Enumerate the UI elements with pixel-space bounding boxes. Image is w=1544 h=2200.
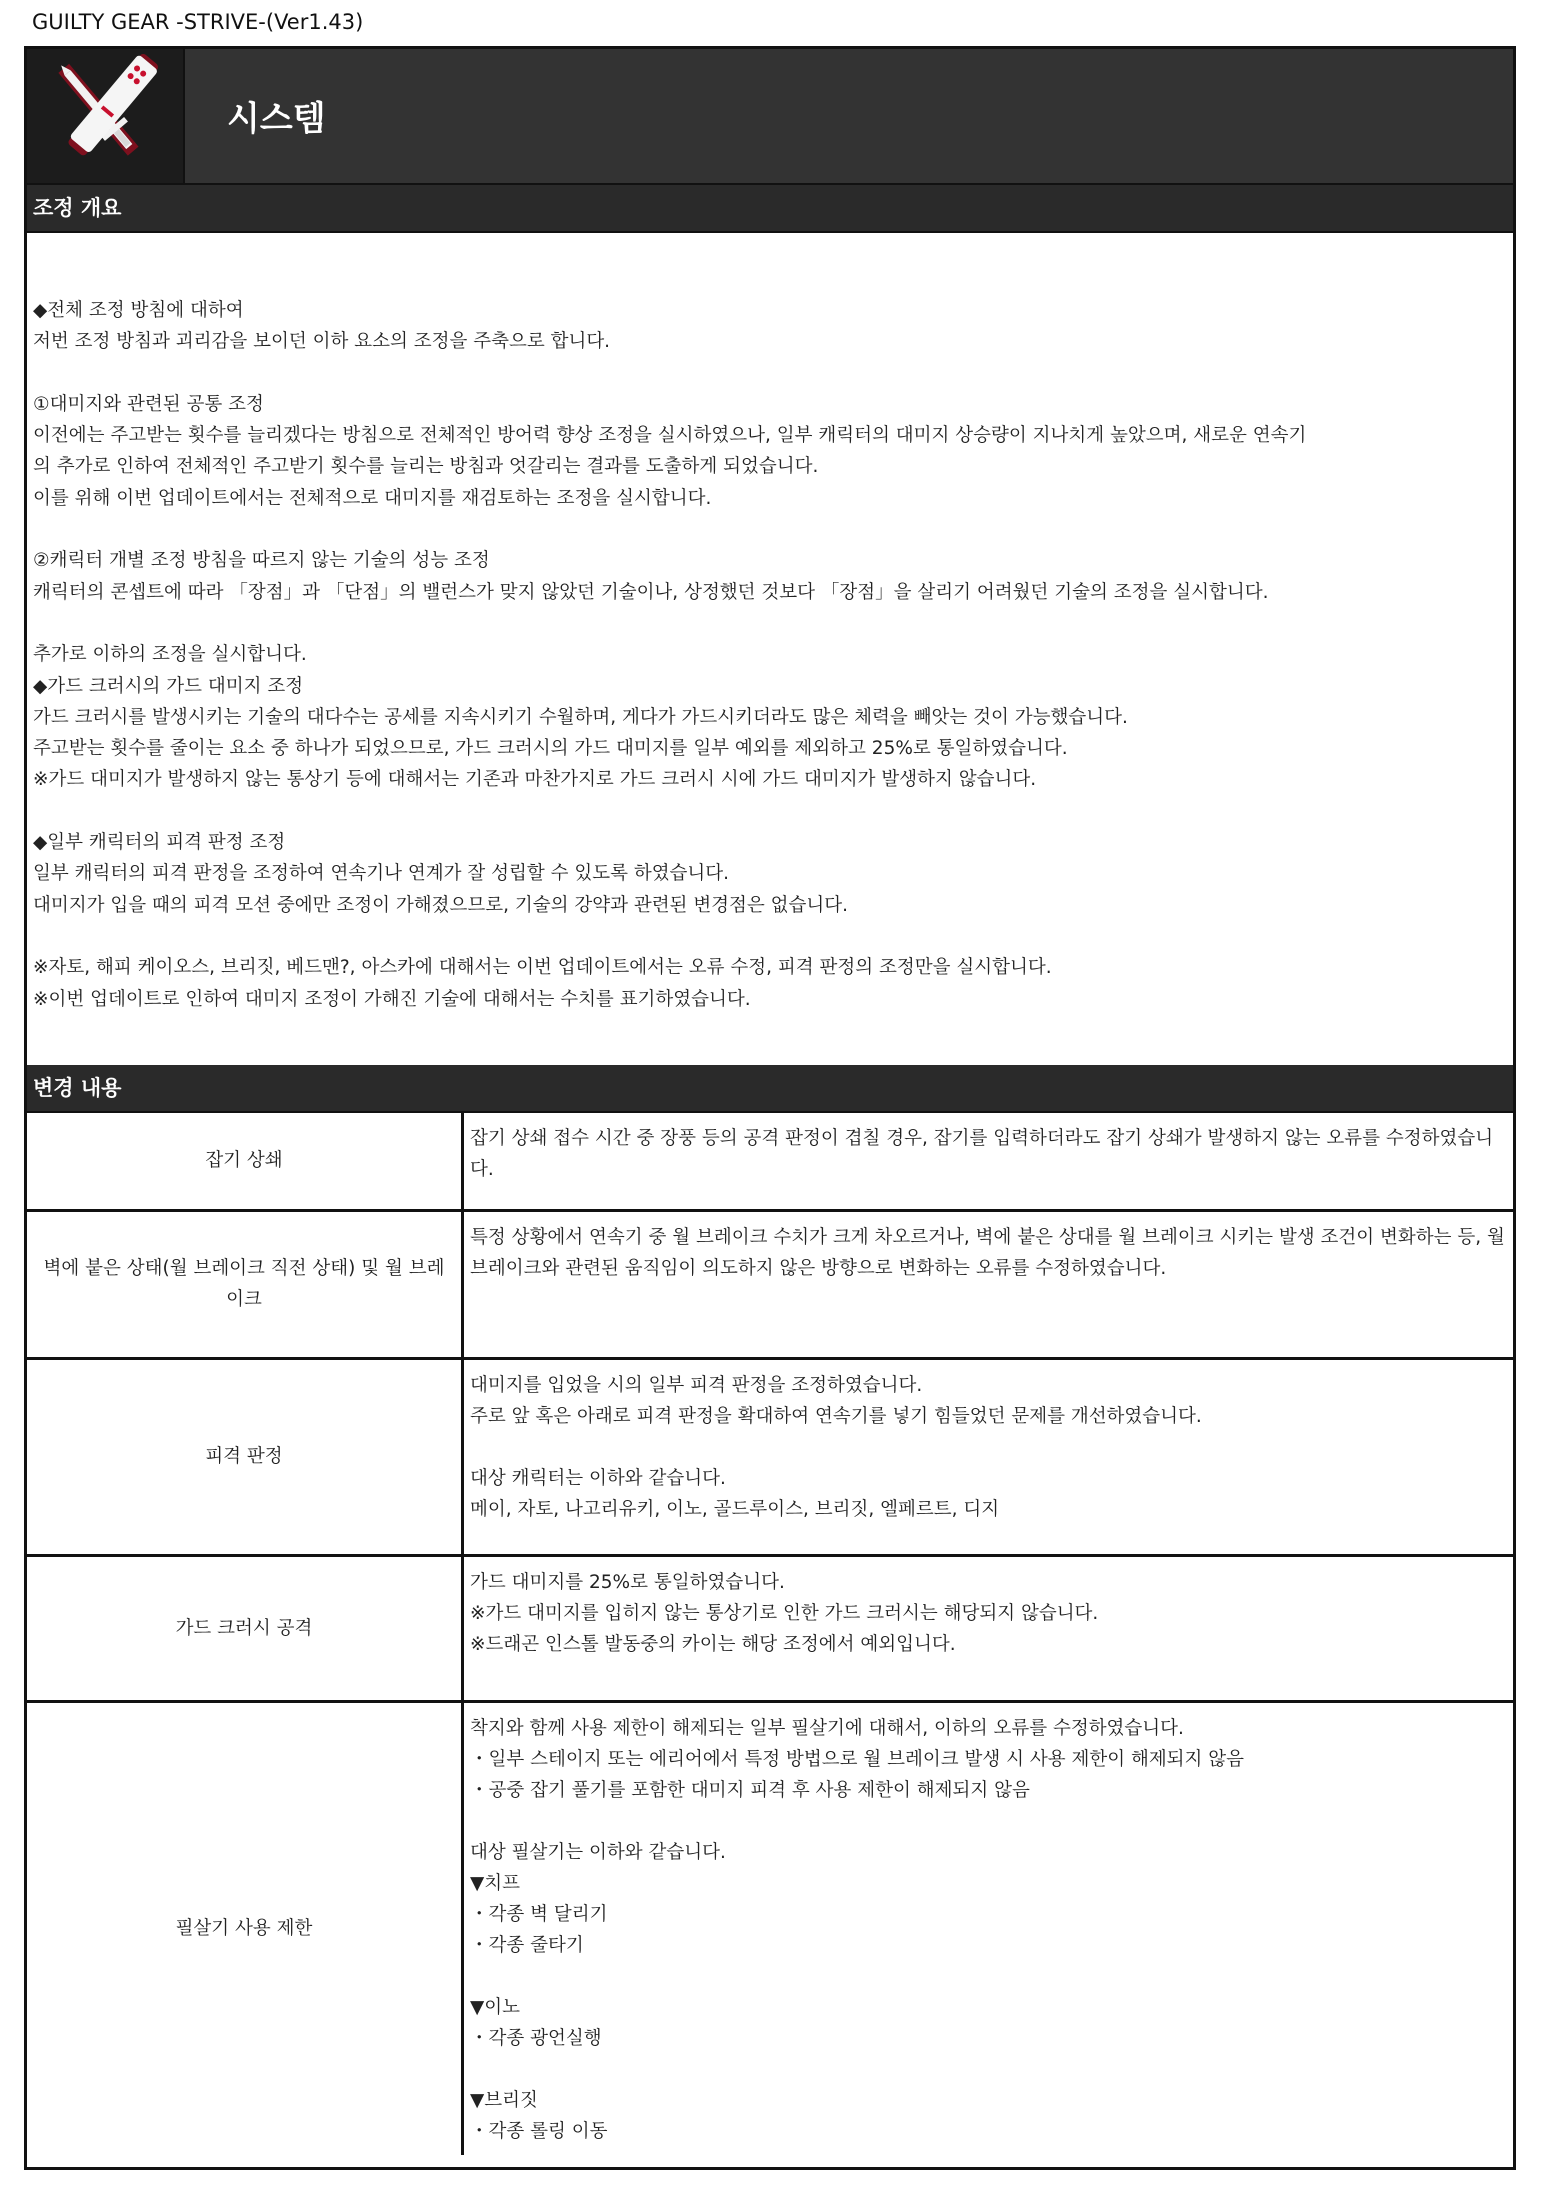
- description-line: ▼치프: [470, 1872, 520, 1894]
- description-line: ※가드 대미지를 입히지 않는 통상기로 인한 가드 크러시는 해당되지 않습니다.: [470, 1602, 1099, 1624]
- description-line: [470, 2054, 1507, 2085]
- description-line: [470, 1432, 1507, 1463]
- overview-line: ◆일부 캐릭터의 피격 판정 조정: [33, 832, 286, 854]
- description-line: 대상 필살기는 이하와 같습니다.: [470, 1841, 726, 1863]
- change-item-label: 벽에 붙은 상태(월 브레이크 직전 상태) 및 월 브레이크: [27, 1210, 463, 1358]
- changes-heading: 변경 내용: [27, 1065, 1513, 1113]
- system-section: [24, 46, 1516, 2170]
- overview-line: ◆가드 크러시의 가드 대미지 조정: [33, 675, 304, 697]
- description-line: ・각종 롤링 이동: [470, 2120, 608, 2142]
- change-row: [27, 1358, 1513, 1555]
- description-line: 대미지를 입었을 시의 일부 피격 판정을 조정하였습니다.: [470, 1374, 923, 1396]
- description-line: ・공중 잡기 풀기를 포함한 대미지 피격 후 사용 제한이 해제되지 않음: [470, 1779, 1030, 1801]
- change-item-label: 가드 크러시 공격: [27, 1555, 463, 1701]
- overview-line: [33, 514, 1505, 545]
- description-line: ・일부 스테이지 또는 에리어에서 특정 방법으로 월 브레이크 발생 시 사용 제한이 해제되지 않음: [470, 1748, 1245, 1770]
- description-line: 특정 상황에서 연속기 중 월 브레이크 수치가 크게 차오르거나, 벽에 붙은 상대를 월 브레이크 시키는 발생 조건이 변화하는 등, 월 브레이크와 관련된 움직임이 의도하지 않은 방향으로 변화하는 오류를 수정하였습니다.: [470, 1226, 1505, 1279]
- description-line: ・각종 광언실행: [470, 2027, 602, 2049]
- change-item-label: 필살기 사용 제한: [27, 1701, 463, 2155]
- overview-line: [33, 796, 1505, 827]
- change-row: [27, 1210, 1513, 1358]
- overview-line: [33, 921, 1505, 952]
- overview-line: 이전에는 주고받는 횟수를 늘리겠다는 방침으로 전체적인 방어력 향상 조정을 실시하였으나, 일부 캐릭터의 대미지 상승량이 지나치게 높았으며, 새로운 연속기: [33, 425, 1307, 447]
- overview-line: ※이번 업데이트로 인하여 대미지 조정이 가해진 기술에 대해서는 수치를 표기하였습니다.: [33, 988, 751, 1010]
- change-row: [27, 1113, 1513, 1210]
- change-description: [463, 1555, 1514, 1701]
- description-line: ※드래곤 인스톨 발동중의 카이는 해당 조정에서 예외입니다.: [470, 1633, 956, 1655]
- change-description: [463, 1701, 1514, 2155]
- overview-line: [33, 358, 1505, 389]
- document-title: GUILTY GEAR -STRIVE-(Ver1.43): [32, 10, 364, 34]
- description-line: 주로 앞 혹은 아래로 피격 판정을 확대하여 연속기를 넣기 힘들었던 문제를 개선하였습니다.: [470, 1405, 1202, 1427]
- overview-line: 저번 조정 방침과 괴리감을 보이던 이하 요소의 조정을 주축으로 합니다.: [33, 331, 611, 353]
- overview-body: [27, 233, 1513, 1065]
- description-line: 착지와 함께 사용 제한이 해제되는 일부 필살기에 대해서, 이하의 오류를 수정하였습니다.: [470, 1717, 1184, 1739]
- crossed-swords-icon: [27, 49, 183, 183]
- logo-container: [27, 49, 185, 183]
- overview-line: 대미지가 입을 때의 피격 모션 중에만 조정이 가해졌으므로, 기술의 강약과 관련된 변경점은 없습니다.: [33, 894, 849, 916]
- section-title: 시스템: [227, 99, 326, 139]
- change-row: [27, 1555, 1513, 1701]
- change-description: [463, 1358, 1514, 1555]
- description-line: ・각종 줄타기: [470, 1934, 584, 1956]
- overview-line: 일부 캐릭터의 피격 판정을 조정하여 연속기나 연계가 잘 성립할 수 있도록 하였습니다.: [33, 863, 730, 885]
- description-line: ▼이노: [470, 1996, 520, 2018]
- overview-line: 주고받는 횟수를 줄이는 요소 중 하나가 되었으므로, 가드 크러시의 가드 대미지를 일부 예외를 제외하고 25%로 통일하였습니다.: [33, 738, 1068, 760]
- overview-heading: 조정 개요: [27, 185, 1513, 233]
- description-line: ・각종 벽 달리기: [470, 1903, 608, 1925]
- overview-line: ①대미지와 관련된 공통 조정: [33, 393, 264, 415]
- description-line: ▼브리짓: [470, 2089, 538, 2111]
- change-row: [27, 1701, 1513, 2155]
- overview-line: 의 추가로 인하여 전체적인 주고받기 횟수를 늘리는 방침과 엇갈리는 결과를 도출하게 되었습니다.: [33, 456, 819, 478]
- overview-line: 캐릭터의 콘셉트에 따라 「장점」과 「단점」의 밸런스가 맞지 않았던 기술이나, 상정했던 것보다 「장점」을 살리기 어려웠던 기술의 조정을 실시합니다.: [33, 581, 1269, 603]
- overview-line: ※자토, 해피 케이오스, 브리짓, 베드맨?, 아스카에 대해서는 이번 업데이트에서는 오류 수정, 피격 판정의 조정만을 실시합니다.: [33, 957, 1052, 979]
- description-line: 대상 캐릭터는 이하와 같습니다.: [470, 1467, 726, 1489]
- change-description: [463, 1210, 1514, 1358]
- overview-line: ②캐릭터 개별 조정 방침을 따르지 않는 기술의 성능 조정: [33, 550, 490, 572]
- description-line: [470, 1961, 1507, 1992]
- description-line: [470, 1806, 1507, 1837]
- change-description: [463, 1113, 1514, 1210]
- overview-line: 이를 위해 이번 업데이트에서는 전체적으로 대미지를 재검토하는 조정을 실시합니다.: [33, 487, 712, 509]
- change-item-label: 잡기 상쇄: [27, 1113, 463, 1210]
- description-line: 메이, 자토, 나고리유키, 이노, 골드루이스, 브리짓, 엘페르트, 디지: [470, 1498, 1000, 1520]
- changes-table: [27, 1113, 1513, 2155]
- overview-line: 가드 크러시를 발생시키는 기술의 대다수는 공세를 지속시키기 수월하며, 게다가 가드시키더라도 많은 체력을 빼앗는 것이 가능했습니다.: [33, 706, 1128, 728]
- section-header: [27, 49, 1513, 185]
- change-item-label: 피격 판정: [27, 1358, 463, 1555]
- overview-line: [33, 608, 1505, 639]
- description-line: 가드 대미지를 25%로 통일하였습니다.: [470, 1571, 785, 1593]
- overview-line: ※가드 대미지가 발생하지 않는 통상기 등에 대해서는 기존과 마찬가지로 가드 크러시 시에 가드 대미지가 발생하지 않습니다.: [33, 769, 1037, 791]
- overview-line: 추가로 이하의 조정을 실시합니다.: [33, 644, 307, 666]
- description-line: 잡기 상쇄 접수 시간 중 장풍 등의 공격 판정이 겹칠 경우, 잡기를 입력하더라도 잡기 상쇄가 발생하지 않는 오류를 수정하였습니다.: [470, 1128, 1494, 1180]
- overview-line: ◆전체 조정 방침에 대하여: [33, 300, 244, 321]
